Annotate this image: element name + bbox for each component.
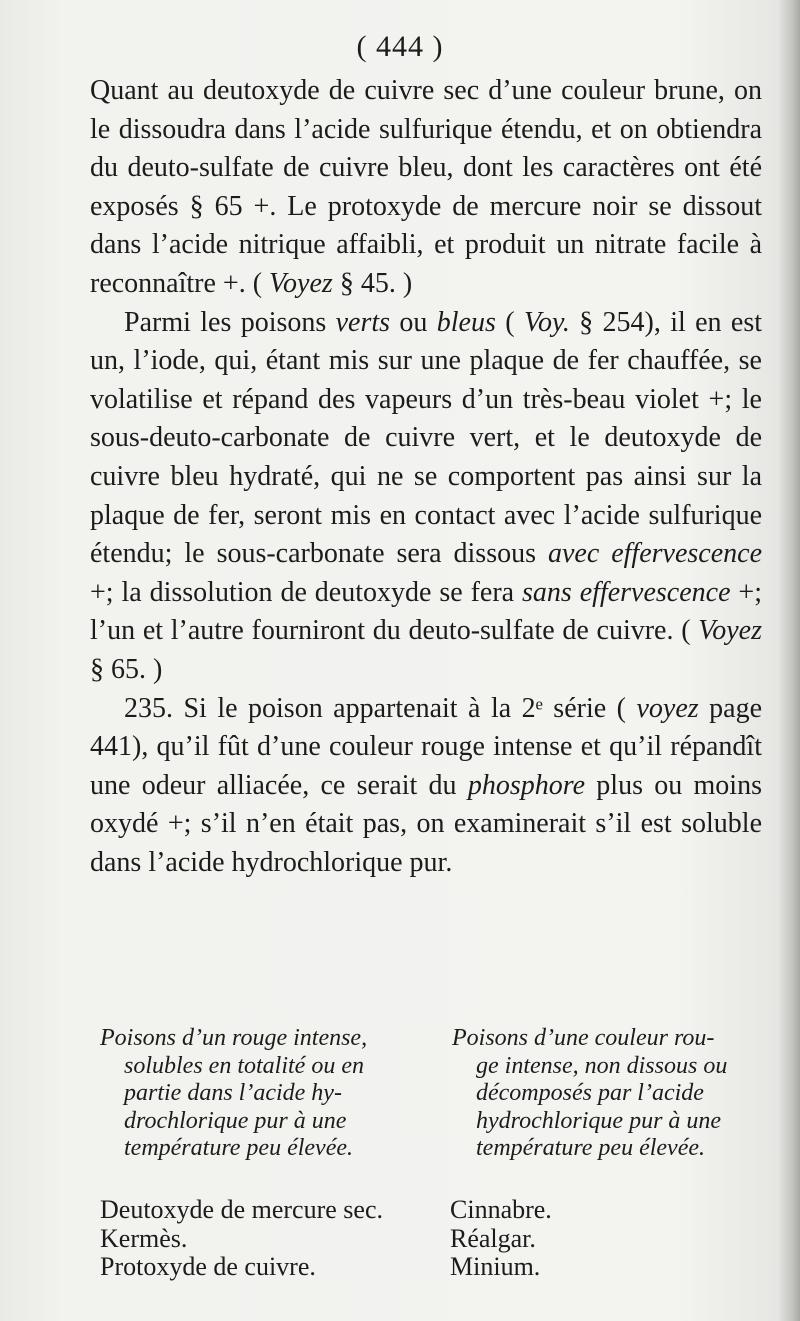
list-item: Kermès. xyxy=(100,1223,188,1253)
italic-run: sans effervescence xyxy=(522,576,731,608)
text-run: Quant au deutoxyde de cuivre sec d’une couleur brune, on le dissoudra dans l’acide sulfurique étendu, et on obtiendra du deuto-sulfate de cuivre bleu, dont les caractères ont été exposés § 65 +. Le protoxyde de mercure noir se dissout dans l’acide nitrique affaibli, et produit un nitrate facile à reconnaître +. ( xyxy=(90,75,762,299)
paragraph-deutoxyde xyxy=(90,72,762,304)
page-number: ( 444 ) xyxy=(356,30,444,63)
right-heading-line: ge intense, non dissous ou xyxy=(476,1052,728,1079)
text-run: +; l’un et l’autre fourniront du deuto-sulfate de cuivre. ( xyxy=(90,576,763,647)
text-run: § 45. ) xyxy=(332,267,413,299)
text-run: +; la dissolution de deutoxyde se fera xyxy=(90,576,523,608)
right-heading-line: décomposés par l’acide xyxy=(476,1080,704,1106)
italic-run: Voy. xyxy=(523,306,570,338)
list-item: Protoxyde de cuivre. xyxy=(100,1252,316,1282)
list-item: Minium. xyxy=(450,1252,541,1282)
poison-lists xyxy=(100,1196,770,1282)
list-item: Deutoxyde de mercure sec. xyxy=(100,1195,383,1224)
column-headings xyxy=(100,1025,770,1163)
left-heading-line: partie dans l’acide hy- xyxy=(124,1080,342,1106)
text-run: 235. Si le poison appartenait à la 2ᵉ série ( xyxy=(124,692,637,724)
right-column-heading xyxy=(446,1025,770,1163)
text-run: Parmi les poisons xyxy=(124,306,336,338)
left-heading-line: Poisons d’un rouge intense, xyxy=(100,1025,368,1051)
italic-run: verts xyxy=(335,306,391,338)
italic-run: Voyez xyxy=(698,615,762,647)
body-text xyxy=(90,72,762,882)
list-item: Cinnabre. xyxy=(450,1195,552,1224)
text-run: page 441), qu’il fût d’une couleur rouge intense et qu’il répandît une odeur alliacée, ce serait du xyxy=(90,692,762,801)
right-poison-list xyxy=(450,1196,770,1282)
italic-run: voyez xyxy=(636,692,699,724)
text-run: ou xyxy=(390,306,437,338)
italic-run: avec effervescence xyxy=(547,538,762,570)
left-column-heading xyxy=(100,1025,418,1163)
paragraph-poisons-verts xyxy=(90,304,762,690)
list-item: Réalgar. xyxy=(450,1223,536,1253)
left-poison-list xyxy=(100,1196,445,1282)
left-heading-line: température peu élevée. xyxy=(124,1135,353,1161)
italic-run: Voyez xyxy=(269,267,333,299)
text-run: § 65. ) xyxy=(90,653,163,685)
text-run: § 254), il en est un, l’iode, qui, étant mis sur une plaque de fer chauffée, se volatilise et répand des vapeurs d’un très-beau violet +; le sous-deuto-carbonate de cuivre vert, et le deutoxyde de cuivre bleu hydraté, qui ne se comportent pas ainsi sur la plaque de fer, seront mis en contact avec l’acide sulfurique étendu; le sous-carbonate sera dissous xyxy=(90,306,763,570)
right-heading-line: température peu élevée. xyxy=(476,1135,705,1161)
italic-run: phosphore xyxy=(467,769,586,801)
italic-run: bleus xyxy=(436,306,496,338)
paragraph-235 xyxy=(90,690,762,883)
left-heading-line: drochlorique pur à une xyxy=(124,1107,347,1134)
text-run: ( xyxy=(495,306,524,338)
right-heading-line: Poisons d’une couleur rou- xyxy=(452,1025,715,1051)
page-edge-shadow xyxy=(778,0,800,1321)
text-run: plus ou moins oxydé +; s’il n’en était pas, on examinerait s’il est soluble dans l’acide hydrochlorique pur. xyxy=(90,769,762,878)
right-heading-line: hydrochlorique pur à une xyxy=(476,1107,722,1134)
left-heading-line: solubles en totalité ou en xyxy=(124,1052,364,1079)
